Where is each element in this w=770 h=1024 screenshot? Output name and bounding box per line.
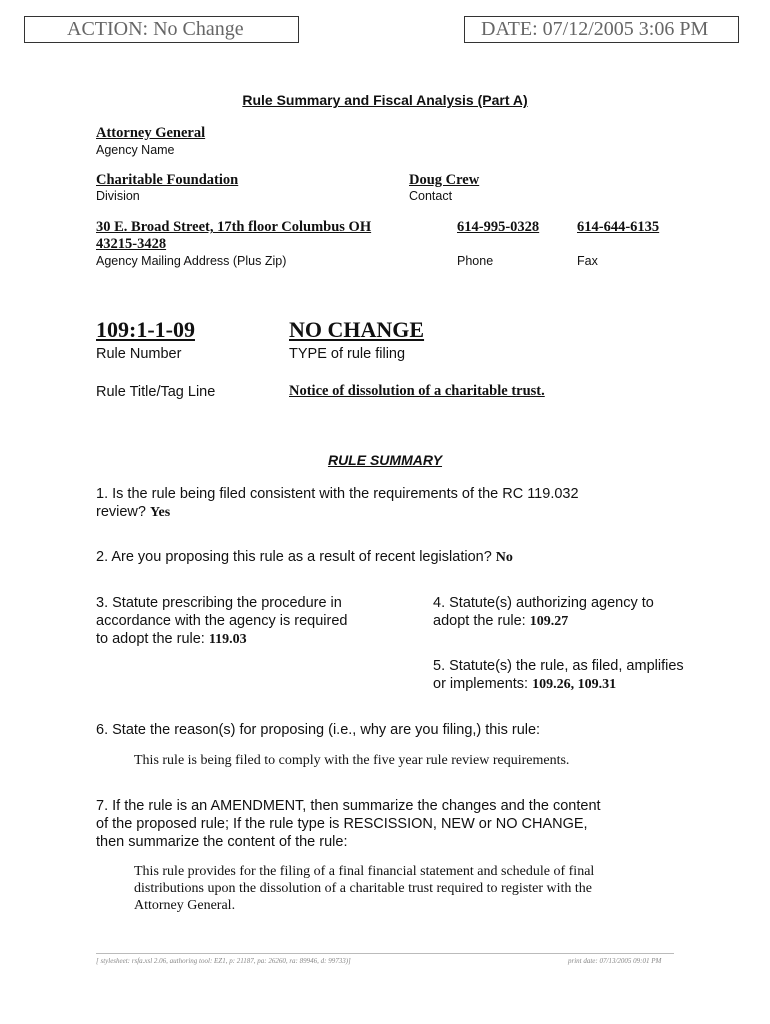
address-line1: 30 E. Broad Street, 17th floor Columbus OH (96, 219, 372, 235)
fax-value: 614-644-6135 (577, 219, 660, 235)
footer-print-date: print date: 07/13/2005 09:01 PM (568, 957, 662, 965)
question-2-text: 2. Are you proposing this rule as a result of recent legislation? (96, 549, 492, 565)
agency-name: Attorney General (96, 125, 206, 141)
rule-title: Notice of dissolution of a charitable trust. (289, 383, 545, 399)
question-7 (96, 797, 601, 851)
question-7-line3: then summarize the content of the rule: (96, 834, 348, 850)
question-1-answer: Yes (150, 505, 171, 520)
question-5-line2 (433, 675, 684, 694)
question-3-line1: 3. Statute prescribing the procedure in (96, 595, 342, 611)
question-7-answer-line3: Attorney General. (134, 898, 236, 913)
footer-stylesheet-info: [ stylesheet: rsfa.xsl 2.06, authoring tool: EZ1, p: 21187, pa: 26260, ra: 89946, d: 99733)] (96, 957, 351, 965)
question-5-text: or implements: (433, 676, 529, 692)
question-2-answer: No (495, 550, 513, 565)
address-line2: 43215-3428 (96, 236, 167, 252)
question-1 (96, 485, 579, 522)
contact-name: Doug Crew (409, 172, 480, 188)
question-3-line2: accordance with the agency is required (96, 613, 348, 629)
question-7-line2: of the proposed rule; If the rule type is RESCISSION, NEW or NO CHANGE, (96, 816, 588, 832)
question-7-answer (134, 863, 594, 914)
question-7-line1: 7. If the rule is an AMENDMENT, then summarize the changes and the content (96, 798, 601, 814)
rule-summary-heading: RULE SUMMARY (327, 452, 443, 468)
question-5-answer: 109.26, 109.31 (532, 677, 617, 692)
question-6-answer: This rule is being filed to comply with the five year rule review requirements. (134, 753, 570, 768)
question-1-line2 (96, 503, 579, 522)
question-5-line1: 5. Statute(s) the rule, as filed, amplifies (433, 658, 684, 674)
contact-label: Contact (409, 189, 453, 203)
question-4-answer: 109.27 (529, 614, 569, 629)
rule-title-label: Rule Title/Tag Line (96, 384, 216, 400)
rule-number-label: Rule Number (96, 346, 182, 362)
question-1-text: review? (96, 504, 146, 520)
question-3-answer: 119.03 (208, 632, 247, 647)
question-4-line1: 4. Statute(s) authorizing agency to (433, 595, 654, 611)
footer-divider (96, 953, 674, 954)
agency-name-label: Agency Name (96, 143, 175, 157)
question-3 (96, 594, 347, 649)
date-box: DATE: 07/12/2005 3:06 PM (464, 16, 739, 43)
action-box: ACTION: No Change (24, 16, 299, 43)
phone-label: Phone (457, 254, 494, 268)
question-7-answer-line2: distributions upon the dissolution of a charitable trust required to register with the (134, 881, 593, 896)
question-5 (433, 657, 684, 694)
question-3-text: to adopt the rule: (96, 631, 205, 647)
rule-number: 109:1-1-09 (96, 317, 195, 342)
page-title: Rule Summary and Fiscal Analysis (Part A) (242, 92, 528, 108)
division-label: Division (96, 189, 140, 203)
division-name: Charitable Foundation (96, 172, 239, 188)
question-6: 6. State the reason(s) for proposing (i.e., why are you filing,) this rule: (96, 722, 541, 738)
question-7-answer-line1: This rule provides for the filing of a final financial statement and schedule of final (134, 864, 595, 879)
question-1-line1: 1. Is the rule being filed consistent with the requirements of the RC 119.032 (96, 486, 579, 502)
rule-type: NO CHANGE (289, 317, 425, 342)
fax-label: Fax (577, 254, 598, 268)
question-4-line2 (433, 612, 654, 631)
phone-value: 614-995-0328 (457, 219, 540, 235)
question-4 (433, 594, 654, 631)
rule-type-label: TYPE of rule filing (289, 346, 406, 362)
question-4-text: adopt the rule: (433, 613, 526, 629)
address-label: Agency Mailing Address (Plus Zip) (96, 254, 287, 268)
question-3-line3 (96, 630, 347, 649)
question-2 (96, 548, 513, 567)
